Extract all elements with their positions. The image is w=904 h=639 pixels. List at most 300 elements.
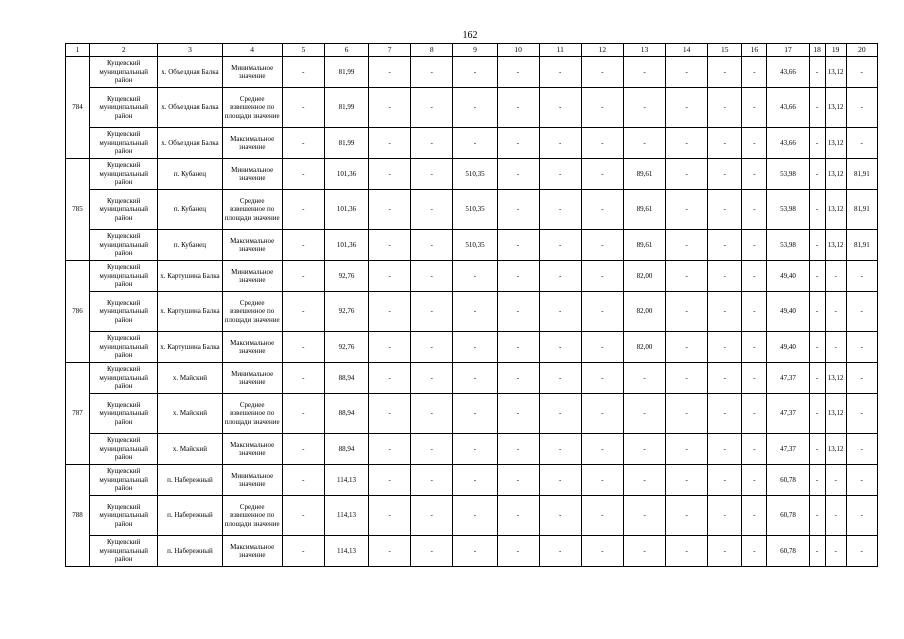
value-cell-col-14: - xyxy=(666,230,708,261)
value-cell-col-9: - xyxy=(453,88,497,128)
value-kind-cell: Минимальное значение xyxy=(222,57,282,88)
value-cell-col-12: - xyxy=(581,159,623,190)
value-cell-col-19: - xyxy=(825,332,846,363)
locality-cell: х. Объездная Балка xyxy=(158,128,222,159)
value-cell-col-5: - xyxy=(282,230,324,261)
value-cell-col-16: - xyxy=(742,332,767,363)
value-cell-col-14: - xyxy=(666,88,708,128)
table-row xyxy=(66,128,878,159)
value-cell-col-16: - xyxy=(742,363,767,394)
locality-cell: п. Кубанец xyxy=(158,190,222,230)
value-cell-col-8: - xyxy=(411,332,453,363)
value-cell-col-8: - xyxy=(411,536,453,567)
value-cell-col-10: - xyxy=(497,434,539,465)
value-cell-col-18: - xyxy=(809,394,825,434)
value-cell-col-6: 101,36 xyxy=(324,190,368,230)
table-row xyxy=(66,363,878,394)
value-cell-col-10: - xyxy=(497,190,539,230)
value-cell-col-11: - xyxy=(539,292,581,332)
value-cell-col-11: - xyxy=(539,465,581,496)
value-cell-col-20: 81,91 xyxy=(846,159,877,190)
value-cell-col-20: - xyxy=(846,261,877,292)
value-cell-col-6: 92,76 xyxy=(324,332,368,363)
value-cell-col-13: 89,61 xyxy=(623,159,665,190)
value-cell-col-7: - xyxy=(369,128,411,159)
value-cell-col-16: - xyxy=(742,128,767,159)
value-cell-col-11: - xyxy=(539,261,581,292)
value-cell-col-5: - xyxy=(282,536,324,567)
value-cell-col-9: - xyxy=(453,292,497,332)
district-cell: Кущевский муниципальный район xyxy=(90,465,158,496)
value-cell-col-11: - xyxy=(539,128,581,159)
value-cell-col-15: - xyxy=(708,128,742,159)
value-cell-col-16: - xyxy=(742,261,767,292)
value-cell-col-8: - xyxy=(411,363,453,394)
district-cell: Кущевский муниципальный район xyxy=(90,363,158,394)
value-cell-col-18: - xyxy=(809,465,825,496)
table-row xyxy=(66,536,878,567)
value-kind-cell: Среднее взвешенное по площади значение xyxy=(222,190,282,230)
value-cell-col-7: - xyxy=(369,88,411,128)
district-cell: Кущевский муниципальный район xyxy=(90,536,158,567)
value-cell-col-13: 82,00 xyxy=(623,332,665,363)
value-cell-col-13: - xyxy=(623,57,665,88)
table-row xyxy=(66,332,878,363)
value-cell-col-20: - xyxy=(846,363,877,394)
value-cell-col-9: - xyxy=(453,332,497,363)
value-cell-col-6: 88,94 xyxy=(324,363,368,394)
value-cell-col-6: 81,99 xyxy=(324,88,368,128)
district-cell: Кущевский муниципальный район xyxy=(90,190,158,230)
value-cell-col-7: - xyxy=(369,292,411,332)
value-cell-col-12: - xyxy=(581,496,623,536)
value-cell-col-10: - xyxy=(497,465,539,496)
district-cell: Кущевский муниципальный район xyxy=(90,261,158,292)
row-number: 784 xyxy=(66,57,90,159)
value-cell-col-17: 60,78 xyxy=(767,536,809,567)
column-header-5: 5 xyxy=(282,44,324,57)
value-cell-col-12: - xyxy=(581,434,623,465)
value-cell-col-10: - xyxy=(497,128,539,159)
page-number: 162 xyxy=(462,30,478,41)
value-cell-col-5: - xyxy=(282,465,324,496)
value-cell-col-18: - xyxy=(809,57,825,88)
value-cell-col-13: 89,61 xyxy=(623,190,665,230)
value-kind-cell: Минимальное значение xyxy=(222,159,282,190)
table-body xyxy=(66,57,878,567)
value-cell-col-8: - xyxy=(411,394,453,434)
column-header-8: 8 xyxy=(411,44,453,57)
value-cell-col-12: - xyxy=(581,465,623,496)
value-cell-col-14: - xyxy=(666,434,708,465)
table-row xyxy=(66,159,878,190)
value-cell-col-9: - xyxy=(453,363,497,394)
value-cell-col-5: - xyxy=(282,128,324,159)
district-cell: Кущевский муниципальный район xyxy=(90,292,158,332)
value-cell-col-19: 13,12 xyxy=(825,128,846,159)
value-kind-cell: Минимальное значение xyxy=(222,363,282,394)
district-cell: Кущевский муниципальный район xyxy=(90,496,158,536)
value-cell-col-19: 13,12 xyxy=(825,363,846,394)
value-cell-col-13: - xyxy=(623,496,665,536)
value-cell-col-11: - xyxy=(539,536,581,567)
value-cell-col-5: - xyxy=(282,57,324,88)
column-header-20: 20 xyxy=(846,44,877,57)
value-cell-col-15: - xyxy=(708,363,742,394)
value-cell-col-17: 60,78 xyxy=(767,465,809,496)
value-cell-col-15: - xyxy=(708,434,742,465)
value-cell-col-12: - xyxy=(581,261,623,292)
column-header-15: 15 xyxy=(708,44,742,57)
value-kind-cell: Среднее взвешенное по площади значение xyxy=(222,292,282,332)
value-kind-cell: Максимальное значение xyxy=(222,332,282,363)
value-cell-col-6: 92,76 xyxy=(324,292,368,332)
value-cell-col-17: 47,37 xyxy=(767,394,809,434)
value-cell-col-19: 13,12 xyxy=(825,57,846,88)
locality-cell: п. Набережный xyxy=(158,465,222,496)
value-cell-col-5: - xyxy=(282,261,324,292)
value-cell-col-11: - xyxy=(539,363,581,394)
value-cell-col-17: 47,37 xyxy=(767,434,809,465)
value-cell-col-13: - xyxy=(623,363,665,394)
value-kind-cell: Среднее взвешенное по площади значение xyxy=(222,88,282,128)
value-cell-col-17: 49,40 xyxy=(767,292,809,332)
value-cell-col-5: - xyxy=(282,496,324,536)
value-kind-cell: Максимальное значение xyxy=(222,536,282,567)
value-cell-col-10: - xyxy=(497,230,539,261)
value-cell-col-11: - xyxy=(539,332,581,363)
value-cell-col-12: - xyxy=(581,536,623,567)
value-cell-col-17: 53,98 xyxy=(767,230,809,261)
value-cell-col-9: - xyxy=(453,434,497,465)
value-cell-col-11: - xyxy=(539,88,581,128)
column-header-16: 16 xyxy=(742,44,767,57)
value-cell-col-9: 510,35 xyxy=(453,159,497,190)
value-cell-col-14: - xyxy=(666,159,708,190)
value-cell-col-10: - xyxy=(497,88,539,128)
value-cell-col-15: - xyxy=(708,190,742,230)
value-cell-col-14: - xyxy=(666,496,708,536)
table-row xyxy=(66,465,878,496)
value-cell-col-17: 53,98 xyxy=(767,159,809,190)
value-cell-col-12: - xyxy=(581,332,623,363)
value-cell-col-20: 81,91 xyxy=(846,230,877,261)
value-cell-col-8: - xyxy=(411,159,453,190)
value-kind-cell: Минимальное значение xyxy=(222,465,282,496)
value-cell-col-14: - xyxy=(666,261,708,292)
value-cell-col-19: 13,12 xyxy=(825,394,846,434)
value-cell-col-18: - xyxy=(809,332,825,363)
value-cell-col-10: - xyxy=(497,57,539,88)
value-cell-col-5: - xyxy=(282,332,324,363)
locality-cell: х. Майский xyxy=(158,363,222,394)
value-cell-col-10: - xyxy=(497,536,539,567)
value-cell-col-16: - xyxy=(742,465,767,496)
value-cell-col-6: 114,13 xyxy=(324,465,368,496)
value-cell-col-16: - xyxy=(742,57,767,88)
value-cell-col-14: - xyxy=(666,394,708,434)
value-cell-col-18: - xyxy=(809,159,825,190)
value-cell-col-17: 43,66 xyxy=(767,57,809,88)
value-cell-col-7: - xyxy=(369,190,411,230)
value-cell-col-17: 49,40 xyxy=(767,261,809,292)
value-cell-col-9: 510,35 xyxy=(453,190,497,230)
value-cell-col-8: - xyxy=(411,190,453,230)
column-header-1: 1 xyxy=(66,44,90,57)
value-cell-col-16: - xyxy=(742,88,767,128)
value-cell-col-7: - xyxy=(369,536,411,567)
column-header-13: 13 xyxy=(623,44,665,57)
value-cell-col-19: - xyxy=(825,292,846,332)
value-cell-col-17: 43,66 xyxy=(767,128,809,159)
value-cell-col-8: - xyxy=(411,292,453,332)
value-cell-col-19: 13,12 xyxy=(825,190,846,230)
value-cell-col-5: - xyxy=(282,88,324,128)
value-cell-col-9: - xyxy=(453,128,497,159)
value-cell-col-12: - xyxy=(581,230,623,261)
locality-cell: х. Картушина Балка xyxy=(158,332,222,363)
value-cell-col-20: - xyxy=(846,394,877,434)
value-cell-col-16: - xyxy=(742,190,767,230)
value-cell-col-8: - xyxy=(411,465,453,496)
locality-cell: х. Картушина Балка xyxy=(158,261,222,292)
value-cell-col-16: - xyxy=(742,434,767,465)
value-cell-col-15: - xyxy=(708,230,742,261)
value-cell-col-13: - xyxy=(623,465,665,496)
value-cell-col-19: 13,12 xyxy=(825,159,846,190)
value-cell-col-20: - xyxy=(846,332,877,363)
locality-cell: п. Кубанец xyxy=(158,230,222,261)
value-cell-col-20: - xyxy=(846,536,877,567)
value-cell-col-7: - xyxy=(369,57,411,88)
valuation-table xyxy=(65,43,878,567)
value-cell-col-20: - xyxy=(846,292,877,332)
value-cell-col-17: 47,37 xyxy=(767,363,809,394)
value-cell-col-15: - xyxy=(708,332,742,363)
value-cell-col-20: 81,91 xyxy=(846,190,877,230)
value-cell-col-15: - xyxy=(708,536,742,567)
value-cell-col-6: 92,76 xyxy=(324,261,368,292)
district-cell: Кущевский муниципальный район xyxy=(90,88,158,128)
value-cell-col-10: - xyxy=(497,363,539,394)
table-row xyxy=(66,190,878,230)
value-cell-col-16: - xyxy=(742,394,767,434)
value-cell-col-13: 82,00 xyxy=(623,261,665,292)
value-cell-col-20: - xyxy=(846,465,877,496)
value-cell-col-7: - xyxy=(369,159,411,190)
table-row xyxy=(66,230,878,261)
value-cell-col-10: - xyxy=(497,332,539,363)
value-cell-col-7: - xyxy=(369,230,411,261)
value-cell-col-9: - xyxy=(453,261,497,292)
value-cell-col-9: - xyxy=(453,536,497,567)
value-cell-col-18: - xyxy=(809,434,825,465)
value-cell-col-16: - xyxy=(742,496,767,536)
locality-cell: п. Кубанец xyxy=(158,159,222,190)
row-number: 785 xyxy=(66,159,90,261)
value-cell-col-11: - xyxy=(539,230,581,261)
value-cell-col-13: - xyxy=(623,394,665,434)
value-cell-col-13: - xyxy=(623,88,665,128)
value-cell-col-18: - xyxy=(809,88,825,128)
value-cell-col-9: - xyxy=(453,496,497,536)
value-cell-col-17: 53,98 xyxy=(767,190,809,230)
locality-cell: п. Набережный xyxy=(158,496,222,536)
value-cell-col-6: 101,36 xyxy=(324,230,368,261)
value-cell-col-16: - xyxy=(742,536,767,567)
value-cell-col-12: - xyxy=(581,88,623,128)
value-cell-col-19: - xyxy=(825,496,846,536)
value-cell-col-17: 60,78 xyxy=(767,496,809,536)
column-header-12: 12 xyxy=(581,44,623,57)
value-cell-col-12: - xyxy=(581,394,623,434)
column-header-14: 14 xyxy=(666,44,708,57)
value-cell-col-12: - xyxy=(581,363,623,394)
value-cell-col-14: - xyxy=(666,190,708,230)
district-cell: Кущевский муниципальный район xyxy=(90,57,158,88)
value-cell-col-10: - xyxy=(497,159,539,190)
value-cell-col-6: 88,94 xyxy=(324,434,368,465)
value-cell-col-19: - xyxy=(825,465,846,496)
column-header-17: 17 xyxy=(767,44,809,57)
value-cell-col-18: - xyxy=(809,190,825,230)
value-cell-col-14: - xyxy=(666,57,708,88)
value-cell-col-15: - xyxy=(708,261,742,292)
value-kind-cell: Среднее взвешенное по площади значение xyxy=(222,394,282,434)
value-cell-col-8: - xyxy=(411,88,453,128)
value-cell-col-19: - xyxy=(825,261,846,292)
district-cell: Кущевский муниципальный район xyxy=(90,159,158,190)
table-row xyxy=(66,57,878,88)
value-cell-col-11: - xyxy=(539,190,581,230)
value-cell-col-16: - xyxy=(742,230,767,261)
column-header-2: 2 xyxy=(90,44,158,57)
value-cell-col-20: - xyxy=(846,434,877,465)
column-header-4: 4 xyxy=(222,44,282,57)
value-cell-col-6: 114,13 xyxy=(324,536,368,567)
value-cell-col-9: - xyxy=(453,465,497,496)
column-header-11: 11 xyxy=(539,44,581,57)
value-cell-col-13: - xyxy=(623,536,665,567)
district-cell: Кущевский муниципальный район xyxy=(90,332,158,363)
value-cell-col-20: - xyxy=(846,128,877,159)
value-cell-col-7: - xyxy=(369,261,411,292)
value-cell-col-6: 81,99 xyxy=(324,57,368,88)
value-cell-col-18: - xyxy=(809,230,825,261)
value-cell-col-7: - xyxy=(369,394,411,434)
value-kind-cell: Минимальное значение xyxy=(222,261,282,292)
value-kind-cell: Максимальное значение xyxy=(222,128,282,159)
value-cell-col-15: - xyxy=(708,159,742,190)
value-cell-col-6: 114,13 xyxy=(324,496,368,536)
table-row xyxy=(66,496,878,536)
column-header-9: 9 xyxy=(453,44,497,57)
header-row xyxy=(66,44,878,57)
locality-cell: п. Набережный xyxy=(158,536,222,567)
value-cell-col-11: - xyxy=(539,394,581,434)
value-cell-col-11: - xyxy=(539,496,581,536)
value-cell-col-6: 81,99 xyxy=(324,128,368,159)
value-cell-col-10: - xyxy=(497,292,539,332)
value-cell-col-5: - xyxy=(282,394,324,434)
column-header-7: 7 xyxy=(369,44,411,57)
value-cell-col-18: - xyxy=(809,261,825,292)
value-cell-col-17: 49,40 xyxy=(767,332,809,363)
value-cell-col-16: - xyxy=(742,292,767,332)
value-cell-col-14: - xyxy=(666,292,708,332)
value-kind-cell: Максимальное значение xyxy=(222,434,282,465)
locality-cell: х. Майский xyxy=(158,434,222,465)
value-cell-col-10: - xyxy=(497,496,539,536)
value-cell-col-9: - xyxy=(453,394,497,434)
value-cell-col-14: - xyxy=(666,465,708,496)
value-cell-col-20: - xyxy=(846,496,877,536)
value-cell-col-18: - xyxy=(809,363,825,394)
value-cell-col-5: - xyxy=(282,159,324,190)
value-cell-col-19: 13,12 xyxy=(825,434,846,465)
column-header-10: 10 xyxy=(497,44,539,57)
value-cell-col-15: - xyxy=(708,394,742,434)
row-number: 786 xyxy=(66,261,90,363)
district-cell: Кущевский муниципальный район xyxy=(90,434,158,465)
value-cell-col-5: - xyxy=(282,190,324,230)
value-cell-col-14: - xyxy=(666,363,708,394)
value-cell-col-12: - xyxy=(581,57,623,88)
value-cell-col-18: - xyxy=(809,128,825,159)
value-cell-col-9: 510,35 xyxy=(453,230,497,261)
value-cell-col-15: - xyxy=(708,465,742,496)
value-cell-col-20: - xyxy=(846,57,877,88)
table-row xyxy=(66,261,878,292)
value-cell-col-13: 89,61 xyxy=(623,230,665,261)
value-cell-col-7: - xyxy=(369,496,411,536)
value-cell-col-5: - xyxy=(282,292,324,332)
value-cell-col-13: - xyxy=(623,434,665,465)
value-cell-col-15: - xyxy=(708,88,742,128)
column-header-18: 18 xyxy=(809,44,825,57)
value-cell-col-15: - xyxy=(708,496,742,536)
value-cell-col-18: - xyxy=(809,292,825,332)
value-cell-col-12: - xyxy=(581,292,623,332)
table-row xyxy=(66,292,878,332)
value-cell-col-13: - xyxy=(623,128,665,159)
value-cell-col-8: - xyxy=(411,261,453,292)
value-cell-col-12: - xyxy=(581,190,623,230)
value-cell-col-7: - xyxy=(369,363,411,394)
column-header-6: 6 xyxy=(324,44,368,57)
value-cell-col-6: 101,36 xyxy=(324,159,368,190)
value-cell-col-14: - xyxy=(666,536,708,567)
value-cell-col-18: - xyxy=(809,496,825,536)
value-cell-col-5: - xyxy=(282,434,324,465)
value-cell-col-8: - xyxy=(411,496,453,536)
value-cell-col-19: 13,12 xyxy=(825,230,846,261)
value-cell-col-8: - xyxy=(411,128,453,159)
row-number: 788 xyxy=(66,465,90,567)
locality-cell: х. Объездная Балка xyxy=(158,88,222,128)
value-cell-col-10: - xyxy=(497,394,539,434)
value-cell-col-19: - xyxy=(825,536,846,567)
value-cell-col-18: - xyxy=(809,536,825,567)
district-cell: Кущевский муниципальный район xyxy=(90,230,158,261)
value-cell-col-14: - xyxy=(666,332,708,363)
district-cell: Кущевский муниципальный район xyxy=(90,128,158,159)
table-row xyxy=(66,88,878,128)
value-cell-col-14: - xyxy=(666,128,708,159)
value-cell-col-12: - xyxy=(581,128,623,159)
value-cell-col-19: 13,12 xyxy=(825,88,846,128)
table-row xyxy=(66,394,878,434)
